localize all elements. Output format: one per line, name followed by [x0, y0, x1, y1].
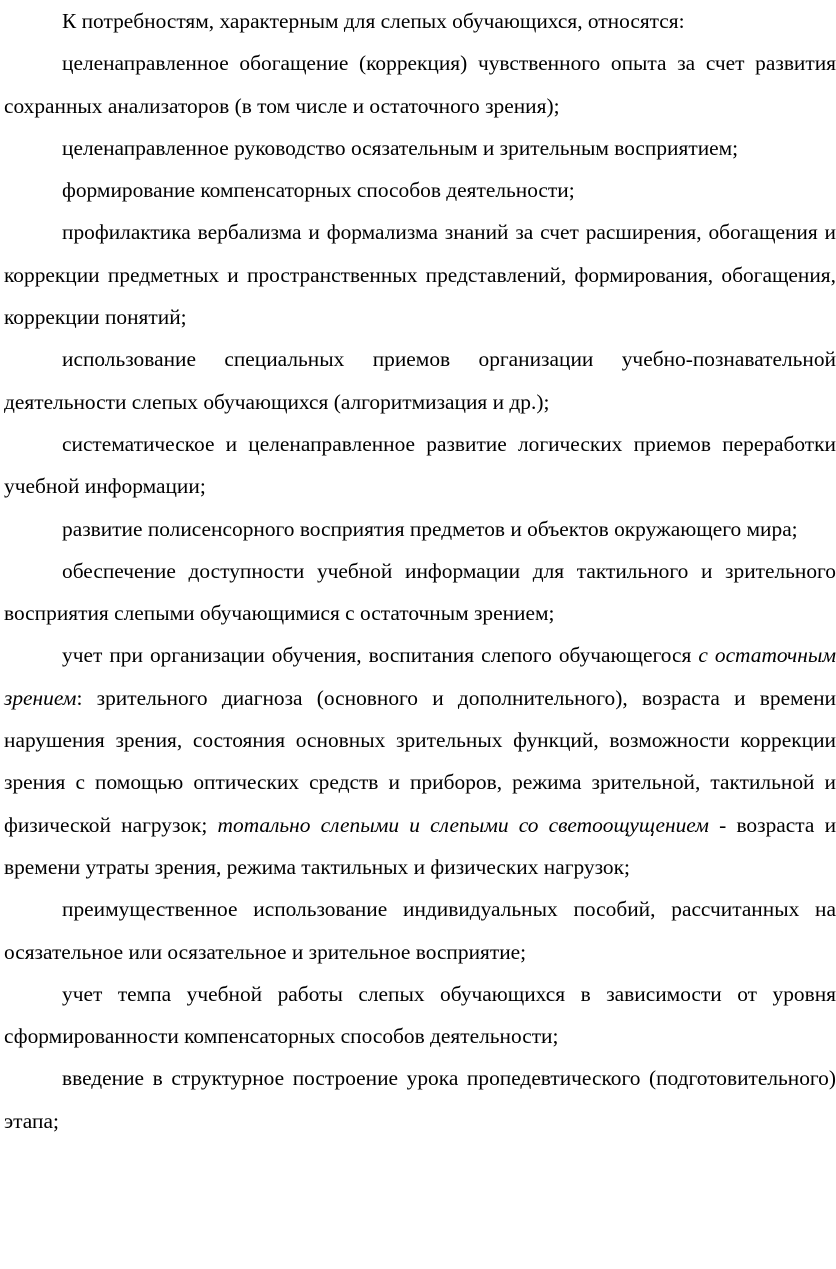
list-item: профилактика вербализма и формализма знаний за счет расширения, обогащения и коррекции предметных и пространственных представлений, формирования, обогащения, коррекции понятий; [4, 220, 836, 330]
list-item: систематическое и целенаправленное развитие логических приемов переработки учебной информации; [4, 431, 836, 499]
list-item: развитие полисенсорного восприятия предметов и объектов окружающего мира; [62, 516, 798, 541]
intro-paragraph: К потребностям, характерным для слепых обучающихся, относятся: [62, 9, 685, 33]
list-item: учет темпа учебной работы слепых обучающихся в зависимости от уровня сформированности компенсаторных способов деятельности; [4, 981, 836, 1049]
accounting-text-2: : зрительного диагноза (основного и дополнительного), возраста и времени нарушения зрения, состояния основных зрительных функций, возможности коррекции зрения с помощью оптических средств и приборов, режима зрительной, тактильной и физической нагрузок; [4, 685, 836, 837]
document-body [4, 0, 836, 1142]
accounting-text-1: учет при организации обучения, воспитания слепого обучающегося [62, 643, 699, 668]
list-item: введение в структурное построение урока пропедевтического (подготовительного) этапа; [4, 1066, 836, 1133]
accounting-italic-2: тотально слепыми и слепыми со светоощущением [217, 812, 709, 837]
list-item: использование специальных приемов организации учебно-познавательной деятельности слепых обучающихся (алгоритмизация и др.); [4, 347, 836, 414]
list-item-accounting [4, 634, 836, 888]
accounting-italic-1: с остаточным зрением [4, 643, 836, 710]
list-item: обеспечение доступности учебной информации для тактильного и зрительного восприятия слепыми обучающимися с остаточным зрением; [4, 558, 836, 626]
list-item: целенаправленное руководство осязательным и зрительным восприятием; [62, 135, 739, 160]
list-item: формирование компенсаторных способов деятельности; [62, 178, 575, 203]
list-item: преимущественное использование индивидуальных пособий, рассчитанных на осязательное или осязательное и зрительное восприятие; [4, 897, 836, 964]
accounting-text-3: - возраста и времени утраты зрения, режима тактильных и физических нагрузок; [4, 812, 836, 879]
list-item: целенаправленное обогащение (коррекция) чувственного опыта за счет развития сохранных анализаторов (в том числе и остаточного зрения); [4, 51, 836, 118]
